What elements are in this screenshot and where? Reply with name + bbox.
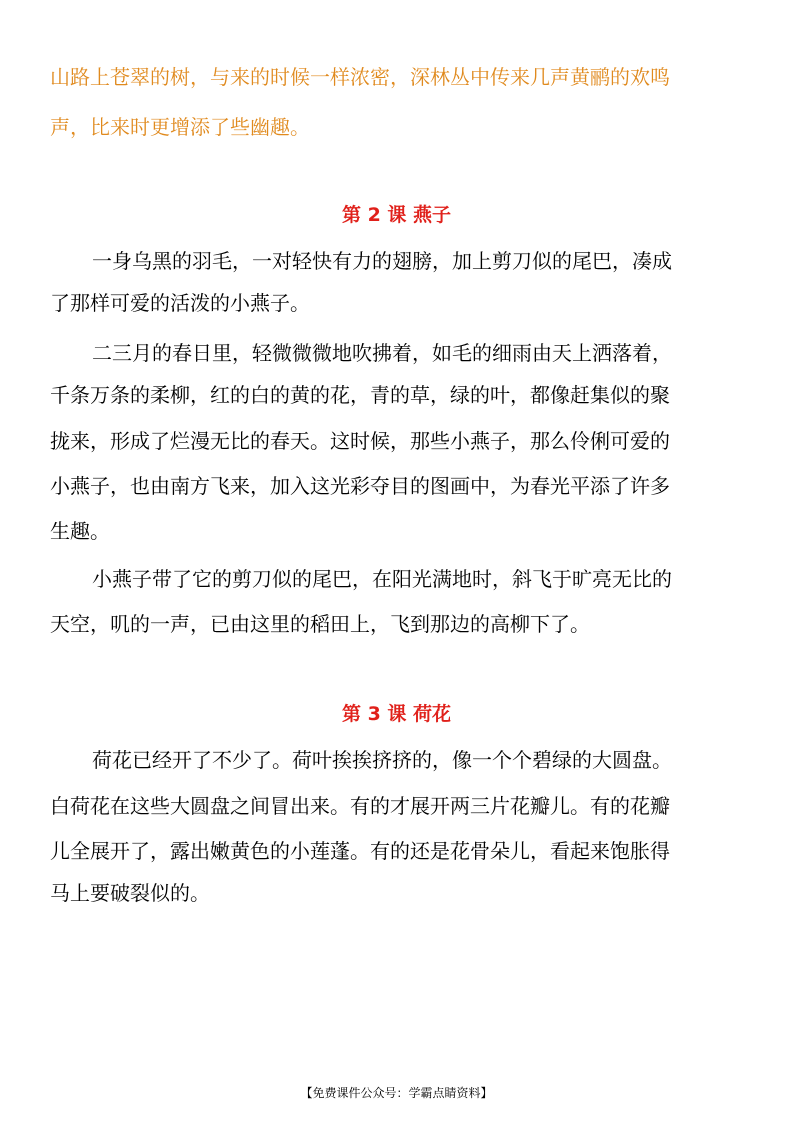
paragraph-line: 千条万条的柔柳，红的白的黄的花，青的草，绿的叶，都像赶集似的聚 — [50, 383, 670, 407]
paragraph-line: 了那样可爱的活泼的小燕子。 — [50, 291, 310, 315]
paragraph-line: 拢来，形成了烂漫无比的春天。这时候，那些小燕子，那么伶俐可爱的 — [50, 429, 670, 453]
paragraph-line: 荷花已经开了不少了。荷叶挨挨挤挤的，像一个个碧绿的大圆盘。 — [92, 748, 672, 772]
paragraph-line: 一身乌黑的羽毛，一对轻快有力的翅膀，加上剪刀似的尾巴，凑成 — [92, 249, 672, 273]
lesson-3-title: 第 3 课 荷花 — [341, 703, 452, 725]
paragraph-line: 天空，叽的一声，已由这里的稻田上，飞到那边的高柳下了。 — [50, 612, 590, 636]
paragraph-line: 儿全展开了，露出嫩黄色的小莲蓬。有的还是花骨朵儿，看起来饱胀得 — [50, 839, 670, 863]
paragraph-line: 小燕子，也由南方飞来，加入这光彩夺目的图画中，为春光平添了许多 — [50, 474, 670, 498]
intro-line-1: 山路上苍翠的树，与来的时候一样浓密，深林丛中传来几声黄鹂的欢鸣 — [50, 65, 670, 89]
paragraph-line: 二三月的春日里，轻微微微地吹拂着，如毛的细雨由天上洒落着， — [92, 341, 672, 365]
paragraph-line: 生趣。 — [50, 519, 110, 543]
paragraph-line: 白荷花在这些大圆盘之间冒出来。有的才展开两三片花瓣儿。有的花瓣 — [50, 794, 670, 818]
lesson-2-title: 第 2 课 燕子 — [341, 204, 452, 226]
intro-line-2: 声，比来时更增添了些幽趣。 — [50, 115, 310, 139]
footer-note: 【免费课件公众号：学霸点睛资料】 — [300, 1086, 493, 1100]
paragraph-line: 小燕子带了它的剪刀似的尾巴，在阳光满地时，斜飞于旷亮无比的 — [92, 567, 672, 591]
paragraph-line: 马上要破裂似的。 — [50, 881, 210, 905]
